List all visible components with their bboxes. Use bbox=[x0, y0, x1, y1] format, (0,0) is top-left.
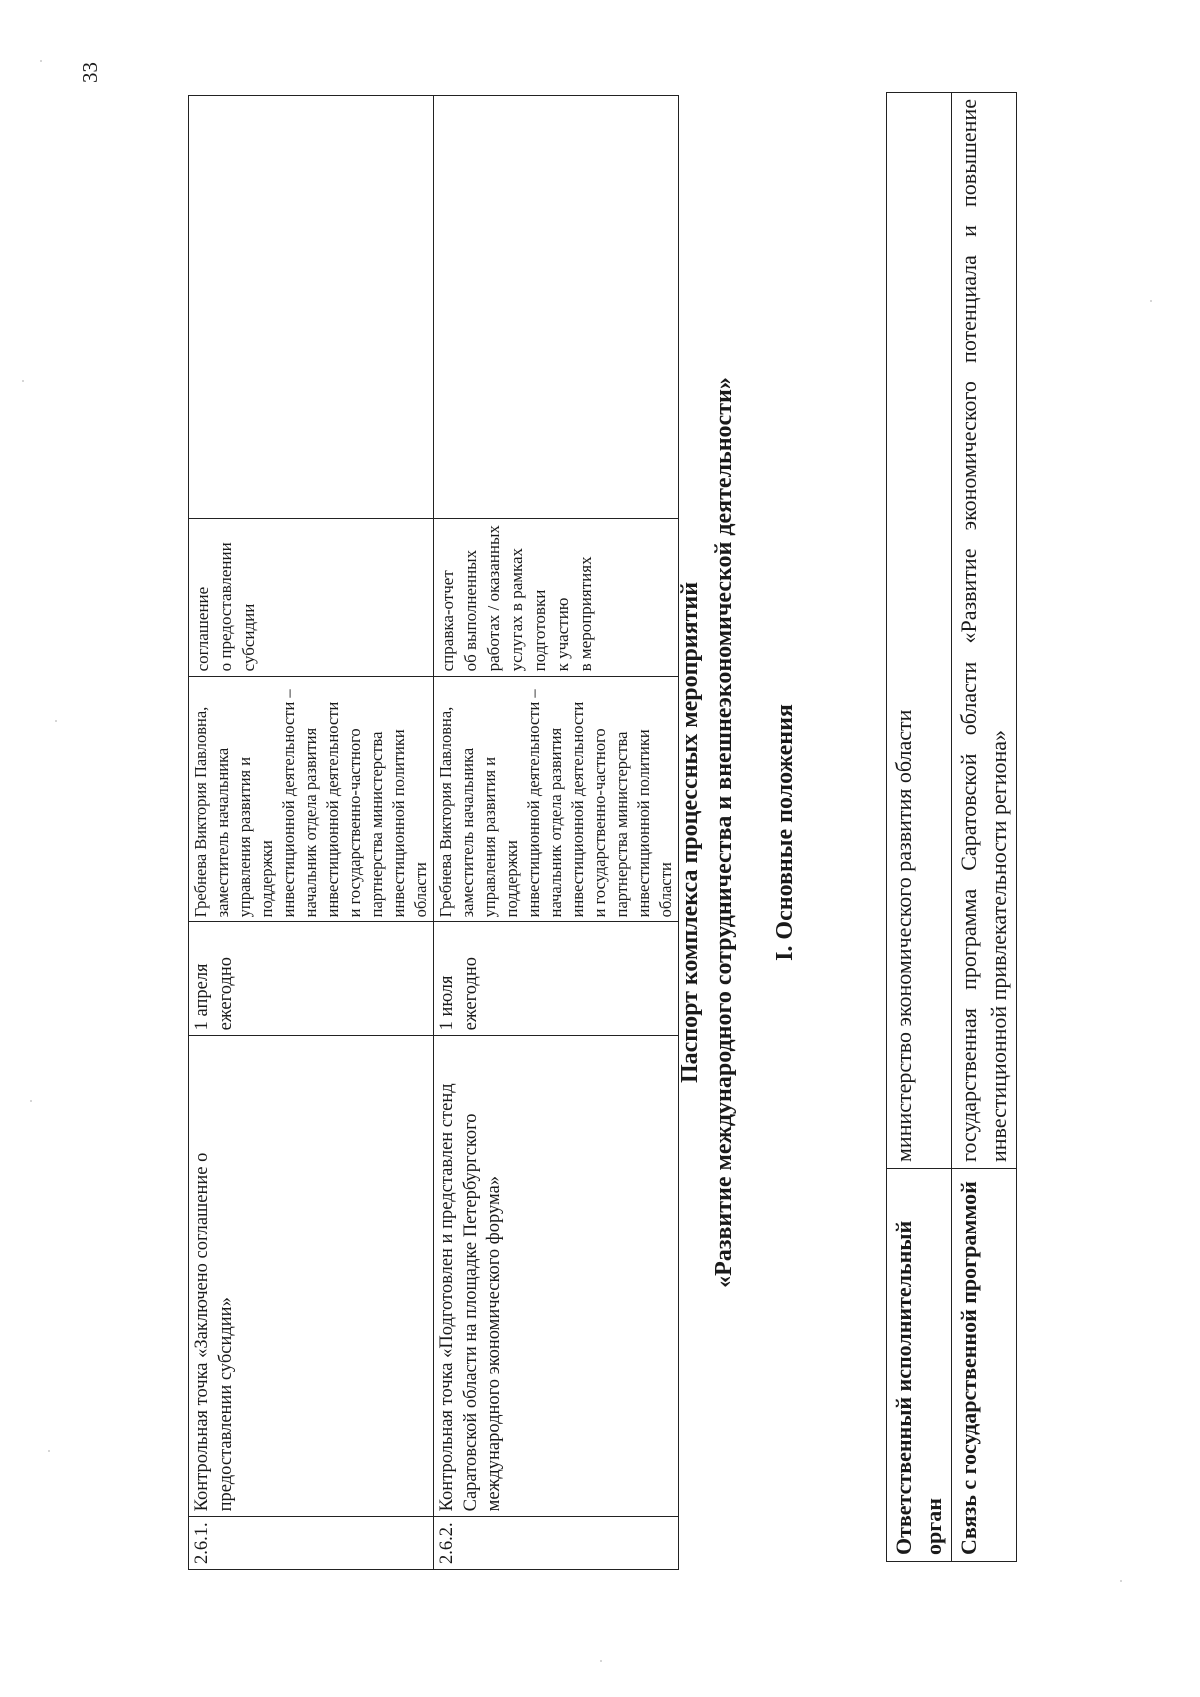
row-label: Ответственный исполнительный орган bbox=[887, 1169, 952, 1562]
document-type: справка-отчет об выполненных работах / оказанных услугах в рамках подготовки к участию в мероприятиях bbox=[434, 519, 679, 677]
empty-cell bbox=[189, 96, 434, 519]
empty-cell bbox=[434, 96, 679, 519]
row-number: 2.6.1. bbox=[189, 1517, 434, 1570]
row-value: министерство экономического развития области bbox=[887, 93, 952, 1169]
basic-provisions-table bbox=[886, 92, 1017, 1562]
milestones-table bbox=[188, 95, 679, 1570]
table-row bbox=[189, 96, 434, 1570]
table-row bbox=[887, 93, 952, 1562]
milestone-date: 1 июля ежегодно bbox=[434, 922, 679, 1036]
row-number: 2.6.2. bbox=[434, 1517, 679, 1570]
responsible-person: Гребнева Виктория Павловна, заместитель начальника управления развития и поддержки инвестиционной деятельности – начальник отдела развития инвестиционной деятельности и государственно-частного партнерства министерства инвестиционной политики области bbox=[434, 677, 679, 922]
table-row bbox=[952, 93, 1017, 1562]
row-label: Связь с государственной программой bbox=[952, 1169, 1017, 1562]
section-heading: I. Основные положения bbox=[772, 704, 798, 961]
milestone-name: Контрольная точка «Подготовлен и представлен стенд Саратовской области на площадке Петербургского международного экономического форума» bbox=[434, 1036, 679, 1517]
passport-title: Паспорт комплекса процессных мероприятий bbox=[677, 581, 703, 1084]
rotated-page-content bbox=[78, 62, 1050, 1570]
milestone-name: Контрольная точка «Заключено соглашение о предоставлении субсидии» bbox=[189, 1036, 434, 1517]
page-number: 33 bbox=[78, 62, 102, 83]
document-type: соглашение о предоставлении субсидии bbox=[189, 519, 434, 677]
row-value: государственная программа Саратовской области «Развитие экономического потенциала и повышение инвестиционной привлекательности региона» bbox=[952, 93, 1017, 1169]
table-row bbox=[434, 96, 679, 1570]
passport-subtitle: «Развитие международного сотрудничества и внешнеэкономической деятельности» bbox=[711, 377, 737, 1288]
passport-heading bbox=[673, 95, 801, 1570]
responsible-person: Гребнева Виктория Павловна, заместитель начальника управления развития и поддержки инвестиционной деятельности – начальник отдела развития инвестиционной деятельности и государственно-частного партнерства министерства инвестиционной политики области bbox=[189, 677, 434, 922]
milestone-date: 1 апреля ежегодно bbox=[189, 922, 434, 1036]
